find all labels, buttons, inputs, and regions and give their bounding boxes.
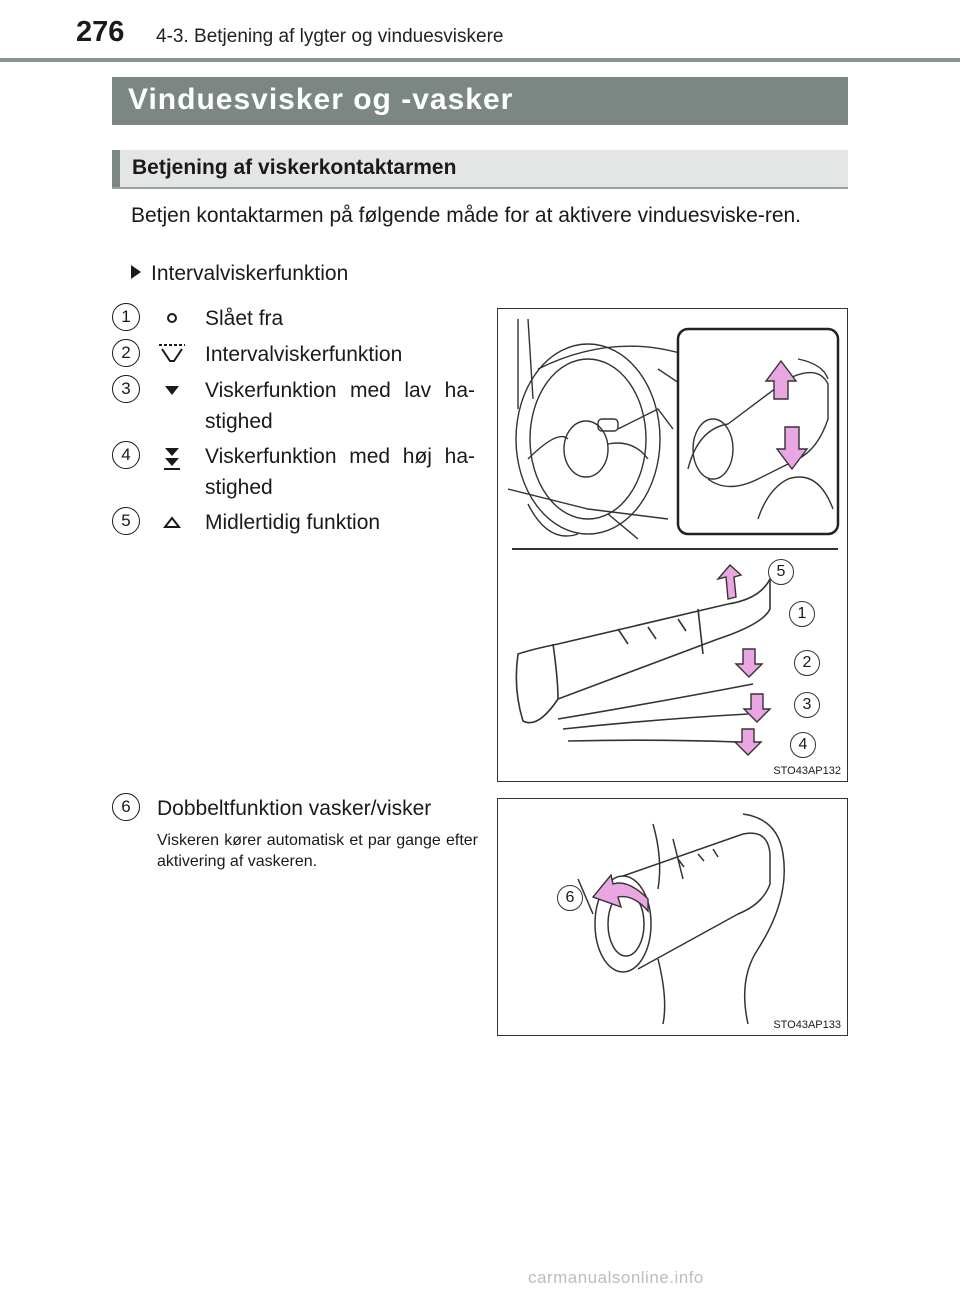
item-text: Dobbeltfunktion vasker/visker (157, 797, 432, 820)
callout-number: 6 (112, 793, 140, 821)
single-arrow-down-icon (158, 379, 186, 401)
section-title: Vinduesvisker og -vasker (128, 83, 514, 116)
figure-code: STO43AP133 (773, 1019, 841, 1031)
item-text: Viskerfunktion med høj ha-stighed (205, 445, 475, 499)
callout-3: 3 (794, 692, 820, 718)
page-number: 276 (76, 16, 125, 48)
intermittent-wiper-icon (158, 343, 186, 365)
subsection-title: Betjening af viskerkontaktarmen (132, 156, 457, 179)
figure-code: STO43AP132 (773, 765, 841, 777)
subsection-title-bar (112, 150, 848, 189)
bullet-heading (131, 262, 348, 286)
item-text: Intervalviskerfunktion (205, 343, 403, 366)
callout-number: 2 (112, 339, 140, 367)
note-paragraph: Viskeren kører automatisk et par gange efter aktivering af vaskeren. (157, 832, 478, 870)
section-title-bar (112, 77, 848, 125)
callout-1: 1 (789, 601, 815, 627)
callout-number: 1 (112, 303, 140, 331)
callout-5: 5 (768, 559, 794, 585)
callout-number: 4 (112, 441, 140, 469)
callout-6: 6 (557, 885, 583, 911)
callout-2: 2 (794, 650, 820, 676)
figure-washer-lever (497, 798, 848, 1036)
double-arrow-down-icon (158, 445, 186, 471)
item-text: Viskerfunktion med lav ha-stighed (205, 379, 475, 433)
chevron-up-icon (158, 511, 186, 533)
off-circle-icon (158, 307, 186, 329)
intro-paragraph: Betjen kontaktarmen på følgende måde for at aktivere vinduesviske-ren. (131, 204, 802, 227)
callout-4: 4 (790, 732, 816, 758)
bullet-text: Intervalviskerfunktion (151, 262, 349, 285)
triangle-bullet-icon (131, 265, 141, 279)
item-text: Slået fra (205, 307, 284, 330)
callout-number: 5 (112, 507, 140, 535)
figure-wiper-lever-overview (497, 308, 848, 782)
washer-lever-illustration (498, 799, 847, 1035)
header-rule (0, 58, 960, 62)
callout-number: 3 (112, 375, 140, 403)
chapter-heading: 4-3. Betjening af lygter og vinduesviskere (156, 26, 504, 47)
subsection-accent (112, 150, 120, 187)
watermark-footer: carmanualsonline.info (528, 1268, 704, 1287)
item-text: Midlertidig funktion (205, 511, 381, 534)
